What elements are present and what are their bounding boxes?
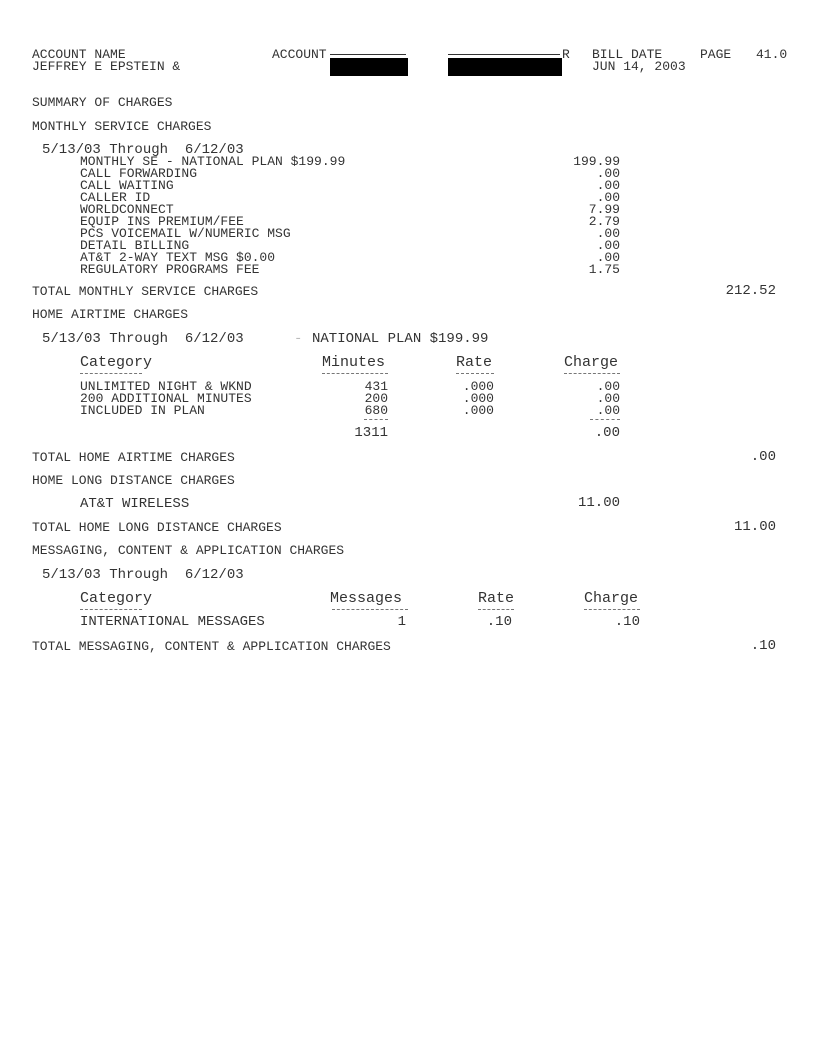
column-underline [584, 609, 640, 610]
airtime-row-rate: .000 [462, 391, 494, 406]
airtime-row-category: UNLIMITED NIGHT & WKND [80, 379, 252, 394]
monthly-total-label: TOTAL MONTHLY SERVICE CHARGES [32, 284, 259, 299]
airtime-period-separator: - [294, 331, 303, 347]
airtime-row-charge: .00 [596, 391, 620, 406]
airtime-plan: NATIONAL PLAN $199.99 [312, 331, 489, 347]
column-underline [322, 373, 388, 374]
column-underline [456, 373, 494, 374]
messaging-row-rate: .10 [486, 614, 512, 630]
monthly-item-amount: 1.75 [588, 262, 620, 277]
airtime-heading: HOME AIRTIME CHARGES [32, 307, 189, 322]
subtotal-rule [590, 419, 620, 420]
long-distance-total: 11.00 [733, 519, 776, 535]
airtime-row-minutes: 200 [364, 391, 388, 406]
bill-date: JUN 14, 2003 [592, 59, 686, 74]
page-number: 41.0 [756, 47, 788, 62]
airtime-row-minutes: 431 [364, 379, 388, 394]
mobile-number-label-tail: R [562, 47, 570, 62]
airtime-col-rate: Rate [456, 354, 493, 371]
monthly-total: 212.52 [725, 283, 776, 299]
monthly-item-amount: .00 [596, 250, 620, 265]
monthly-item-label: PCS VOICEMAIL W/NUMERIC MSG [80, 226, 291, 241]
airtime-row-charge: .00 [596, 379, 620, 394]
airtime-row-category: INCLUDED IN PLAN [80, 403, 205, 418]
redacted-label-strike [448, 54, 560, 55]
messaging-period: 5/13/03 Through 6/12/03 [42, 567, 244, 583]
column-underline [478, 609, 514, 610]
airtime-total: .00 [750, 449, 776, 465]
monthly-item-label: EQUIP INS PREMIUM/FEE [80, 214, 244, 229]
column-underline [564, 373, 620, 374]
page-label: PAGE [700, 47, 732, 62]
airtime-row-minutes: 680 [364, 403, 388, 418]
monthly-item-amount: .00 [596, 166, 620, 181]
monthly-item-label: CALL WAITING [80, 178, 174, 193]
account-name-label: ACCOUNT NAME [32, 47, 126, 62]
long-distance-carrier: AT&T WIRELESS [80, 496, 190, 512]
monthly-item-amount: .00 [596, 238, 620, 253]
long-distance-total-label: TOTAL HOME LONG DISTANCE CHARGES [32, 520, 282, 535]
account-number-label: ACCOUNT [272, 47, 327, 62]
redacted-account-number [330, 58, 408, 76]
airtime-total-label: TOTAL HOME AIRTIME CHARGES [32, 450, 235, 465]
monthly-item-label: DETAIL BILLING [80, 238, 190, 253]
messaging-total-label: TOTAL MESSAGING, CONTENT & APPLICATION CHARGES [32, 639, 391, 654]
column-underline [80, 609, 142, 610]
monthly-item-amount: .00 [596, 226, 620, 241]
account-name: JEFFREY E EPSTEIN & [32, 59, 181, 74]
monthly-item-amount: 7.99 [588, 202, 620, 217]
monthly-item-label: REGULATORY PROGRAMS FEE [80, 262, 260, 277]
monthly-item-label: CALL FORWARDING [80, 166, 198, 181]
messaging-row-charge: .10 [614, 614, 640, 630]
monthly-item-label: CALLER ID [80, 190, 151, 205]
airtime-row-rate: .000 [462, 403, 494, 418]
redacted-mobile-number [448, 58, 562, 76]
airtime-row-rate: .000 [462, 379, 494, 394]
airtime-row-category: 200 ADDITIONAL MINUTES [80, 391, 252, 406]
monthly-item-amount: 199.99 [573, 154, 620, 169]
messaging-total: .10 [750, 638, 776, 654]
airtime-col-charge: Charge [564, 354, 619, 371]
airtime-col-minutes: Minutes [322, 354, 386, 371]
messaging-col-charge: Charge [584, 590, 639, 607]
column-underline [332, 609, 408, 610]
monthly-heading: MONTHLY SERVICE CHARGES [32, 119, 212, 134]
monthly-item-label: AT&T 2-WAY TEXT MSG $0.00 [80, 250, 276, 265]
airtime-col-category: Category [80, 354, 153, 371]
monthly-item-label: MONTHLY SE - NATIONAL PLAN $199.99 [80, 154, 346, 169]
long-distance-amount: 11.00 [577, 495, 620, 511]
airtime-row-charge: .00 [596, 403, 620, 418]
monthly-item-label: WORLDCONNECT [80, 202, 174, 217]
subtotal-rule [364, 419, 388, 420]
redacted-label-strike [330, 54, 406, 55]
airtime-subtotal-minutes: 1311 [354, 425, 388, 441]
airtime-period: 5/13/03 Through 6/12/03 [42, 331, 244, 347]
column-underline [80, 373, 142, 374]
long-distance-heading: HOME LONG DISTANCE CHARGES [32, 473, 235, 488]
messaging-row-messages: 1 [397, 614, 406, 630]
monthly-item-amount: .00 [596, 190, 620, 205]
summary-title: SUMMARY OF CHARGES [32, 95, 173, 110]
monthly-item-amount: .00 [596, 178, 620, 193]
messaging-col-messages: Messages [330, 590, 403, 607]
messaging-col-category: Category [80, 590, 153, 607]
bill-date-label: BILL DATE [592, 47, 663, 62]
messaging-heading: MESSAGING, CONTENT & APPLICATION CHARGES [32, 543, 345, 558]
airtime-subtotal-charge: .00 [594, 425, 620, 441]
messaging-row-category: INTERNATIONAL MESSAGES [80, 614, 265, 630]
monthly-period: 5/13/03 Through 6/12/03 [42, 142, 244, 158]
monthly-item-amount: 2.79 [588, 214, 620, 229]
messaging-col-rate: Rate [478, 590, 515, 607]
